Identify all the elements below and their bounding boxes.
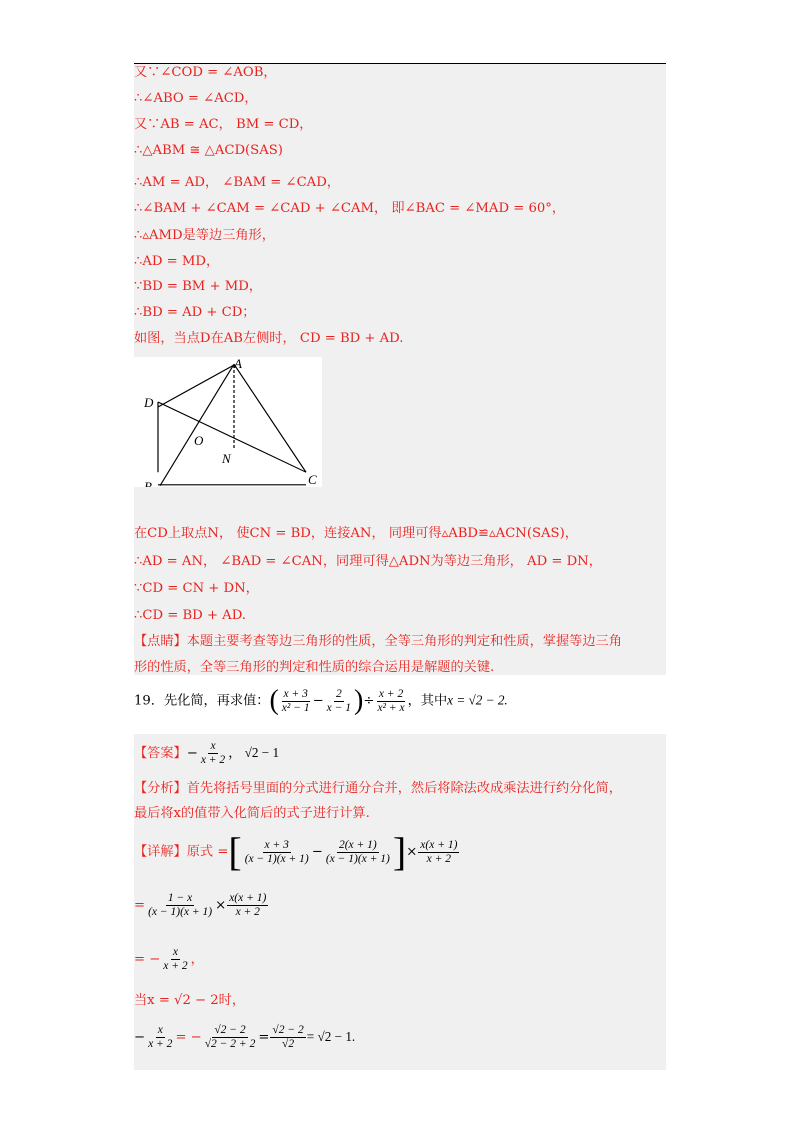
label-C: C	[308, 472, 317, 487]
detail-line-2: = $\frac{1 - x}{(x - 1)(x + 1)}$ × $\frac{x(x + 1)}{x + 2}$	[134, 892, 267, 918]
proof2-line-3: ∵CD = CN + DN，	[134, 581, 259, 596]
label-A: A	[234, 357, 242, 371]
detail-line-3: = − $\frac{x}{x + 2}$ ，	[134, 946, 204, 972]
analysis-line-2: 最后将x的值带入化简后的式子进行计算.	[134, 806, 370, 821]
proof2-line-2: ∴AD = AN， ∠BAD = ∠CAN，同理可得△ADN为等边三角形， AD = DN，	[134, 554, 602, 569]
proof-line-11: 如图，当点D在AB左侧时， CD = BD + AD.	[134, 331, 404, 346]
solution-panel-19	[134, 734, 666, 1070]
proof-line-3: 又∵AB = AC， BM = CD，	[134, 117, 313, 132]
question-number: 19．先化简，再求值：	[134, 693, 270, 709]
proof-line-8: ∴AD = MD，	[134, 254, 220, 269]
proof2-line-4: ∴CD = BD + AD.	[134, 608, 247, 623]
proof-line-4: ∴△ABM ≅ △ACD(SAS)	[134, 143, 283, 158]
answer-line: 【答案】− $\frac{x}{x + 2}$ ， √2 − 1	[134, 740, 280, 766]
analysis-line-1: 【分析】首先将括号里面的分式进行通分合并，然后将除法改成乘法进行约分化简，	[134, 781, 622, 796]
analysis-tag: 【分析】	[134, 781, 187, 796]
proof-line-9: ∵BD = BM + MD，	[134, 279, 262, 294]
proof-line-6: ∴∠BAM + ∠CAM = ∠CAD + ∠CAM， 即∠BAC = ∠MAD = 60°，	[134, 201, 566, 216]
comment-line-2: 形的性质，全等三角形的判定和性质的综合运用是解题的关键.	[134, 660, 495, 675]
detail-tag: 【详解】	[134, 844, 187, 860]
detail-line-4: 当x = √2 − 2时，	[134, 993, 246, 1008]
proof-line-10: ∴BD = AD + CD；	[134, 305, 256, 320]
comment-line-1: 【点睛】本题主要考查等边三角形的性质，全等三角形的判定和性质，掌握等边三角	[134, 634, 622, 649]
label-D: D	[144, 395, 154, 410]
geometry-figure	[134, 357, 322, 487]
detail-line-1: 【详解】原式 =[ $\frac{x + 3}{(x - 1)(x + 1)}$ − $\frac{2(x + 1)}{(x - 1)(x + 1)}$ ]× $\frac{x(x + 1)}{x + 2}$	[134, 829, 458, 874]
proof-line-7: ∴▵AMD是等边三角形，	[134, 228, 275, 243]
proof2-line-1: 在CD上取点N， 使CN = BD，连接AN， 同理可得▵ABD≌▵ACN(SAS)，	[134, 526, 578, 541]
question-19: 19．先化简，再求值：( $\frac{x + 3}{\text{x² − 1}}$ − $\frac{2}{x - 1}$ )÷ $\frac{x + 2}{\text{x² + x}}$ ，其中x = √2 − 2.	[134, 685, 508, 716]
label-N: N	[222, 451, 231, 466]
label-B: B	[144, 479, 152, 487]
comment-tag: 【点睛】	[134, 634, 187, 649]
proof-line-2: ∴∠ABO = ∠ACD，	[134, 91, 258, 106]
proof-line-1: 又∵∠COD = ∠AOB，	[134, 65, 277, 80]
label-O: O	[194, 433, 204, 448]
proof-line-5: ∴AM = AD， ∠BAM = ∠CAD，	[134, 175, 340, 190]
solution-panel-18	[134, 64, 666, 675]
answer-tag: 【答案】	[134, 746, 187, 761]
detail-line-5: − $\frac{x}{x + 2}$ = − $\frac{√2 - 2}{√2 - 2 + 2}$ = $\frac{√2 - 2}{√2}$ = √2 − 1.	[134, 1024, 356, 1050]
